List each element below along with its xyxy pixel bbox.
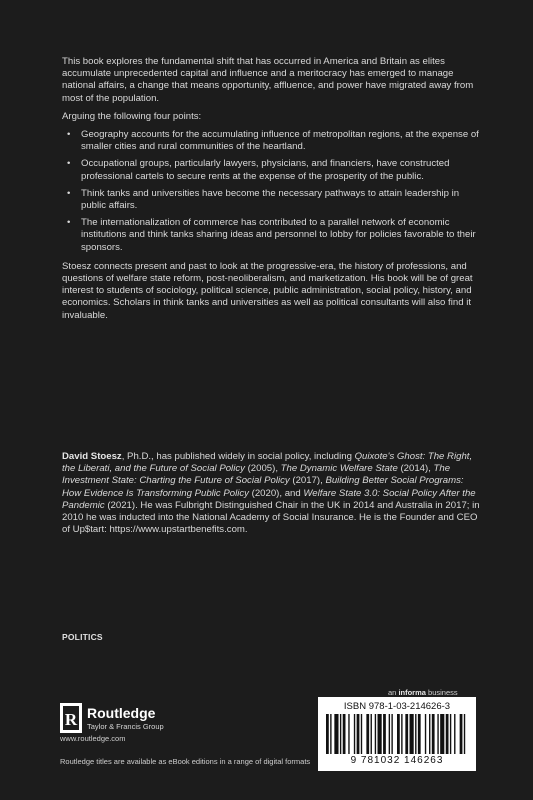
informa-brand: informa	[398, 688, 426, 697]
argument-point: • Think tanks and universities have become the necessary pathways to attain leadership in public affairs.	[62, 188, 482, 212]
argument-point: • Geography accounts for the accumulating influence of metropolitan regions, at the expense of smaller cities and rural communities of the heartland.	[62, 129, 482, 153]
barcode-bar	[348, 714, 349, 754]
barcode-bar	[343, 714, 346, 754]
barcode-bar	[371, 714, 372, 754]
barcode-bar	[450, 714, 451, 754]
barcode-bar	[366, 714, 369, 754]
barcode-bar	[383, 714, 386, 754]
informa-tagline	[388, 688, 458, 697]
ebook-note: Routledge titles are available as eBook editions in a range of digital formats	[60, 757, 311, 766]
barcode-bar	[391, 714, 392, 754]
argument-point: • The internationalization of commerce has contributed to a parallel network of economic institutions and think tanks sharing ideas and personnel to lobby for policies favorable to their sponsors.	[62, 217, 482, 254]
barcode-bar	[401, 714, 402, 754]
barcode-bar	[334, 714, 338, 754]
tagline-prefix: an	[388, 688, 399, 697]
barcode-bar	[330, 714, 331, 754]
publisher-name: Routledge	[87, 705, 156, 721]
bio-text: , Ph.D., has published widely in social policy, including	[121, 451, 355, 462]
barcode-bar	[464, 714, 465, 754]
isbn-label: ISBN 978-1-03-214626-3	[343, 701, 451, 712]
publisher-website: www.routledge.com	[60, 734, 126, 743]
bio-text: (2020), and	[248, 487, 304, 499]
routledge-mark-icon	[60, 703, 82, 733]
bio-text: (2014),	[397, 463, 434, 475]
barcode-bar	[454, 714, 455, 754]
book-title: The Dynamic Welfare State	[280, 463, 398, 475]
description-intro: This book explores the fundamental shift that has occurred in America and Britain as elites accumulate unprecedented capital and influence and a meritocracy has emerged to manage national affairs, a change that means opportunity, affluence, and power have migrated away from most of the population.	[62, 56, 474, 104]
book-title: Welfare State 3.0: Social Policy After the Pandemic	[62, 487, 476, 511]
barcode-bar	[397, 714, 400, 754]
barcode-bar	[405, 714, 408, 754]
barcode-bar	[440, 714, 444, 754]
publisher-group: Taylor & Francis Group	[87, 722, 164, 731]
barcode-bar	[446, 714, 449, 754]
barcode-bar	[375, 714, 376, 754]
arguing-heading: Arguing the following four points:	[62, 110, 202, 122]
barcode-bar	[357, 714, 360, 754]
book-description	[62, 56, 482, 328]
barcode-bar	[460, 714, 463, 754]
book-title: Building Better Social Programs: How Evidence Is Transforming Public Policy	[62, 475, 464, 499]
barcode-bar	[437, 714, 438, 754]
argument-list	[62, 129, 482, 254]
book-title: The Investment State: Charting the Future of Social Policy	[62, 463, 451, 487]
publisher-logo	[60, 703, 210, 737]
author-name: David Stoesz	[62, 451, 122, 462]
barcode-bar	[326, 714, 329, 754]
barcode-bar	[361, 714, 362, 754]
barcode-bar	[389, 714, 390, 754]
mark-letter: R	[64, 710, 78, 729]
bio-text: (2021). He was Fulbright Distinguished Chair in the UK in 2014 and Australia in 2017; in 2010 he was inducted into the National Academy of Social Insurance. He is the Founder and CEO of Up$tart: https://www.upstartbenefits.com.	[62, 499, 480, 536]
book-title: Quixote's Ghost: The Right, the Liberati, and the Future of Social Policy	[62, 451, 473, 475]
subject-category: POLITICS	[62, 632, 103, 642]
bio-text: (2017),	[289, 475, 326, 487]
description-conclusion: Stoesz connects present and past to look at the progressive-era, the history of professions, and questions of welfare state reform, post-neoliberalism, and marketization. His book will be of great interest to students of sociology, political science, public administration, social policy, history, and economics. Scholars in think tanks and universities as well as political consultants will also find it invaluable.	[62, 260, 473, 321]
barcode-bar	[432, 714, 435, 754]
barcode-bar	[418, 714, 421, 754]
isbn-barcode	[318, 697, 476, 771]
barcode-bars	[326, 714, 468, 754]
barcode-bar	[354, 714, 355, 754]
barcode-bar	[340, 714, 341, 754]
barcode-bar	[415, 714, 416, 754]
bio-text: (2005),	[244, 463, 281, 475]
barcode-digits: 9 781032 146263	[350, 755, 444, 766]
barcode-bar	[410, 714, 414, 754]
barcode-bar	[425, 714, 426, 754]
author-bio	[62, 451, 482, 536]
argument-point: • Occupational groups, particularly lawyers, physicians, and financiers, have constructed professional cartels to secure rents at the expense of the prosperity of the public.	[62, 158, 482, 182]
tagline-suffix: business	[425, 688, 458, 697]
barcode-bar	[378, 714, 382, 754]
barcode-bar	[429, 714, 430, 754]
